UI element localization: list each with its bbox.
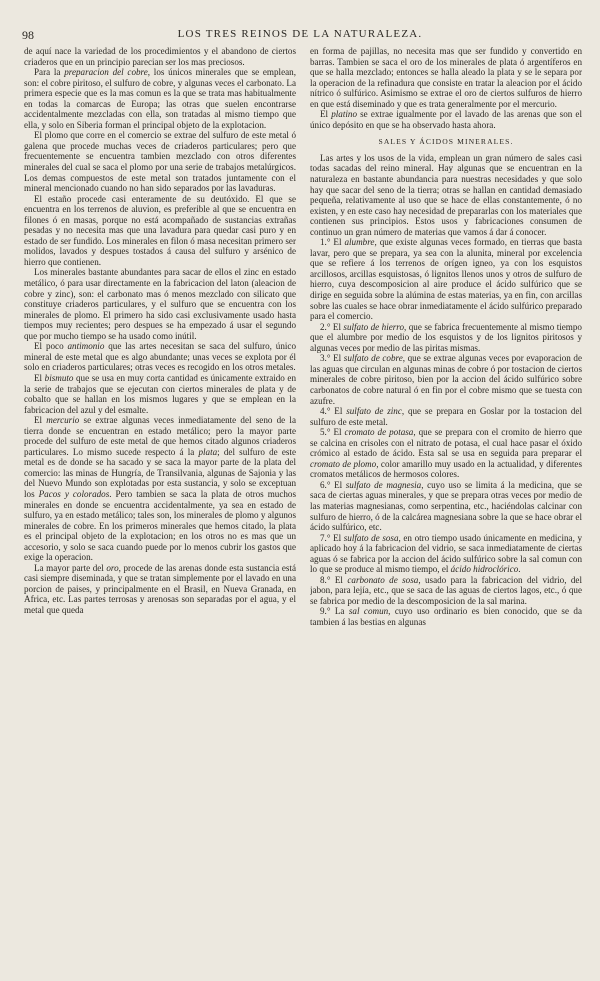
paragraph-sulfato-cobre: 3.° El sulfato de cobre, que se extrae algunas veces por evaporacion de las aguas que circulan en algunas minas de cobre ó por tostacion de ciertos minerales de cobre piritoso, bien por la accion del ácido sulfúrico sobre carbonatos de cobre natural ó en fin por el cobre mismo que se tuesta con azufre. bbox=[310, 353, 582, 406]
paragraph-sulfato-sosa: 7.° El sulfato de sosa, en otro tiempo usado únicamente en medicina, y aplicado hoy á la fabricacion del vidrio, se saca inmediatamente de ciertas aguas ó se fabrica por la accion del ácido sulfúrico sobre la sal comun con lo que se produce al mismo tiempo, el ácido hidroclórico. bbox=[310, 532, 582, 575]
paragraph-antimonio: El poco antimonio que las artes necesitan se saca del sulfuro, único mineral de este metal que es algo abundante; unas veces se explota por él solo en criaderos particulares; otras veces es recogido en los otros metales. bbox=[24, 341, 296, 373]
running-title: LOS TRES REINOS DE LA NATURALEZA. bbox=[177, 28, 423, 40]
paragraph-carbonato-sosa: 8.° El carbonato de sosa, usado para la fabricacion del vidrio, del jabon, para lejía, etc., que se saca de las aguas de ciertos lagos, etc., ó que se fabrica por medio de la descomposicion de la sal marina. bbox=[310, 574, 582, 606]
paragraph-sulfato-hierro: 2.° El sulfato de hierro, que se fabrica frecuentemente al mismo tiempo que el alumbre por medio de los esquistos y de los lignitos piritosos y algunas veces por medio de las piritas mismas. bbox=[310, 321, 582, 353]
paragraph-oro-continuation: de aquí nace la variedad de los procedimientos y el abandono de ciertos criaderos que en un principio parecian ser los mas preciosos. bbox=[24, 46, 296, 67]
paragraph-mercurio: El mercurio se extrae algunas veces inmediatamente del seno de la tierra donde se encuentran en estado metálico; pero la mayor parte procede del sulfuro de este metal de que hemos citado algunos criaderos particulares. Lo mismo sucede respecto á la plata; del sulfuro de este metal es de donde se ha sacado y se saca la mayor parte de la plata del comercio: las minas de Hungría, de Transilvania, algunas de Sajonia y las del Nuevo Mundo son explotadas por esta sustancia, y solo se exceptuan los Pacos y colorados. Pero tambien se saca la plata de otros muchos minerales en donde se encuentra accidentalmente, ya sea en estado de sulfuro, ya en estado metálico; tales son, los minerales de plomo y algunos minerales de cobre. En los primeros minerales que hemos citado, la plata es el principal objeto de la explotacion; en los otros no es mas que un accesorio, y solo se saca cuando puede por lo menos cubrir los gastos que exige la operacion. bbox=[24, 415, 296, 563]
paragraph-oro: La mayor parte del oro, procede de las arenas donde esta sustancia está casi siempre diseminada, y que se tratan simplemente por el lavado en una porcion de paises, y principalmente en el Brasil, en Nueva Granada, en Africa, etc. Las partes terrosas y arenosas son separadas por el agua, y el metal que queda bbox=[24, 562, 296, 615]
paragraph-bismuto: El bismuto que se usa en muy corta cantidad es únicamente extraido en la serie de trabajos que se ejecutan con ciertos minerales de plata y de cobalto que se hallan en los mismos lugares y que se emplean en la fabricacion del azul y del esmalte. bbox=[24, 372, 296, 415]
paragraph-sal-comun: 9.° La sal comun, cuyo uso ordinario es bien conocido, que se da tambien á las bestias en algunas bbox=[310, 606, 582, 627]
page-header bbox=[22, 28, 578, 42]
paragraph-plomo: El plomo que corre en el comercio se extrae del sulfuro de este metal ó galena que procede muchas veces de criaderos particulares; pero que frecuentemente se encuentra tambien mezclado con otros diferentes minerales del cual se saca el plomo por una serie de trabajos metalúrgicos. Los demas compuestos de este metal son tratados juntamente con el mineral mencionado cuando no han sido separados por las lavaduras. bbox=[24, 130, 296, 194]
paragraph-estano: El estaño procede casi enteramente de su deutóxido. El que se encuentra en los terrenos de aluvion, es preferible al que se encuentra en filones ó en masas, porque no está acompañado de sustancias extrañas pesadas y no necesita mas que una lavadura para quedar casi puro y en estado de ser fundido. Los minerales en filon ó masa necesitan primero ser molidos, lavados y despues tostados á causa del sulfuro y arsénico de hierro que contienen. bbox=[24, 193, 296, 267]
paragraph-sulfato-magnesia: 6.° El sulfato de magnesia, cuyo uso se limita á la medicina, que se saca de ciertas aguas minerales, y que se prepara otras veces por medio de las materias magnesianas, como serpentina, etc., haciéndolas calcinar con sulfuro de hierro, ó de la calcárea magnesiana sobre la que se hace obrar el ácido sulfúrico, etc. bbox=[310, 479, 582, 533]
paragraph-cromato-potasa: 5.° El cromato de potasa, que se prepara con el cromito de hierro que se calcina en crisoles con el nitrato de potasa, el cual hace pasar el óxido crómico al estado de ácido. Esta sal se usa en seguida para preparar el cromato de plomo, color amarillo muy usado en la actualidad, y diferentes cromatos metálicos de hermosos colores. bbox=[310, 427, 582, 480]
paragraph-sales-intro: Las artes y los usos de la vida, emplean un gran número de sales casi todas sacadas del reino mineral. Hay algunas que se encuentran en la naturaleza en bastante abundancia para nuestras necesidades y que solo hay que sacar del seno de la tierra; otras se hallan en cantidad demasiado pequeña, relativamente al uso que se hace de ellas constantemente, ó no existen, y en este caso hay necesidad de prepararlas con los materiales que contienen sus principios. Estos usos y fabricaciones consumen de continuo un gran número de materias que vamos á dar á conocer. bbox=[310, 152, 582, 237]
paragraph-sulfato-zinc: 4.° El sulfato de zinc, que se prepara en Goslar por la tostacion del sulfuro de este metal. bbox=[310, 406, 582, 427]
paragraph-oro-end: en forma de pajillas, no necesita mas que ser fundido y convertido en barras. Tambien se saca el oro de los minerales de plata ó argentíferos en que se halla mezclado; entonces se halla aleado la plata y se le separa por la operacion de la refinadura que consiste en tratar la aleacion por el ácido nítrico ó sulfúrico. Asimismo se extrae el oro de ciertos sulfuros de hierro en que está diseminado y que es trata generalmente por el mercurio. bbox=[310, 46, 582, 109]
text-columns bbox=[24, 46, 582, 961]
section-title: SALES Y ÁCIDOS MINERALES. bbox=[378, 137, 514, 147]
left-column bbox=[24, 46, 296, 961]
paragraph-cobre: Para la preparacion del cobre, los únicos minerales que se emplean, son: el cobre piritoso, el sulfuro de cobre, y algunas veces el carbonato. La primera especie que es la mas comun es la que se trata mas habitualmente en todas la comarcas de Europa; las otras que suelen encontrarse accidentalmente mezcladas con ella, son tratadas al mismo tiempo que ella, y solo en Siberia forman el principal objeto de la explotacion. bbox=[24, 67, 296, 130]
page-number: 98 bbox=[22, 28, 34, 42]
right-column bbox=[310, 46, 582, 961]
paragraph-zinc: Los minerales bastante abundantes para sacar de ellos el zinc en estado metálico, ó para usar directamente en la fabricacion del laton (aleacion de cobre y zinc), son: el carbonato mas ó menos mezclado con silicato que constituye criaderos particulares, y el sulfuro que se encuentra con los minerales de plomo. El primero ha sido casi exclusivamente usado hasta tiempos muy recientes; pero despues se ha empezado á usar el segundo que por mucho tiempo se ha usado como inútil. bbox=[24, 267, 296, 341]
paragraph-alumbre: 1.° El alumbre, que existe algunas veces formado, en tierras que basta lavar, pero que se prepara, ya sea con la alunita, mineral por excelencia que se refiere á los terrenos de orígen igneo, ya con los esquistos arcillosos, arcillas esquistosas, ó lignitos llenos unos y otros de sulfuro de hierro, cuya descomposicion al aire produce el ácido sulfúrico que se dirige en seguida sobre la alúmina de estas materias, ya en fin, con arcillas sobre las cuales se hace obrar inmediatamente el ácido sulfúrico preparado para el comercio. bbox=[310, 237, 582, 322]
paragraph-platino: El platino se extrae igualmente por el lavado de las arenas que son el único depósito en que se ha observado hasta ahora. bbox=[310, 109, 582, 130]
